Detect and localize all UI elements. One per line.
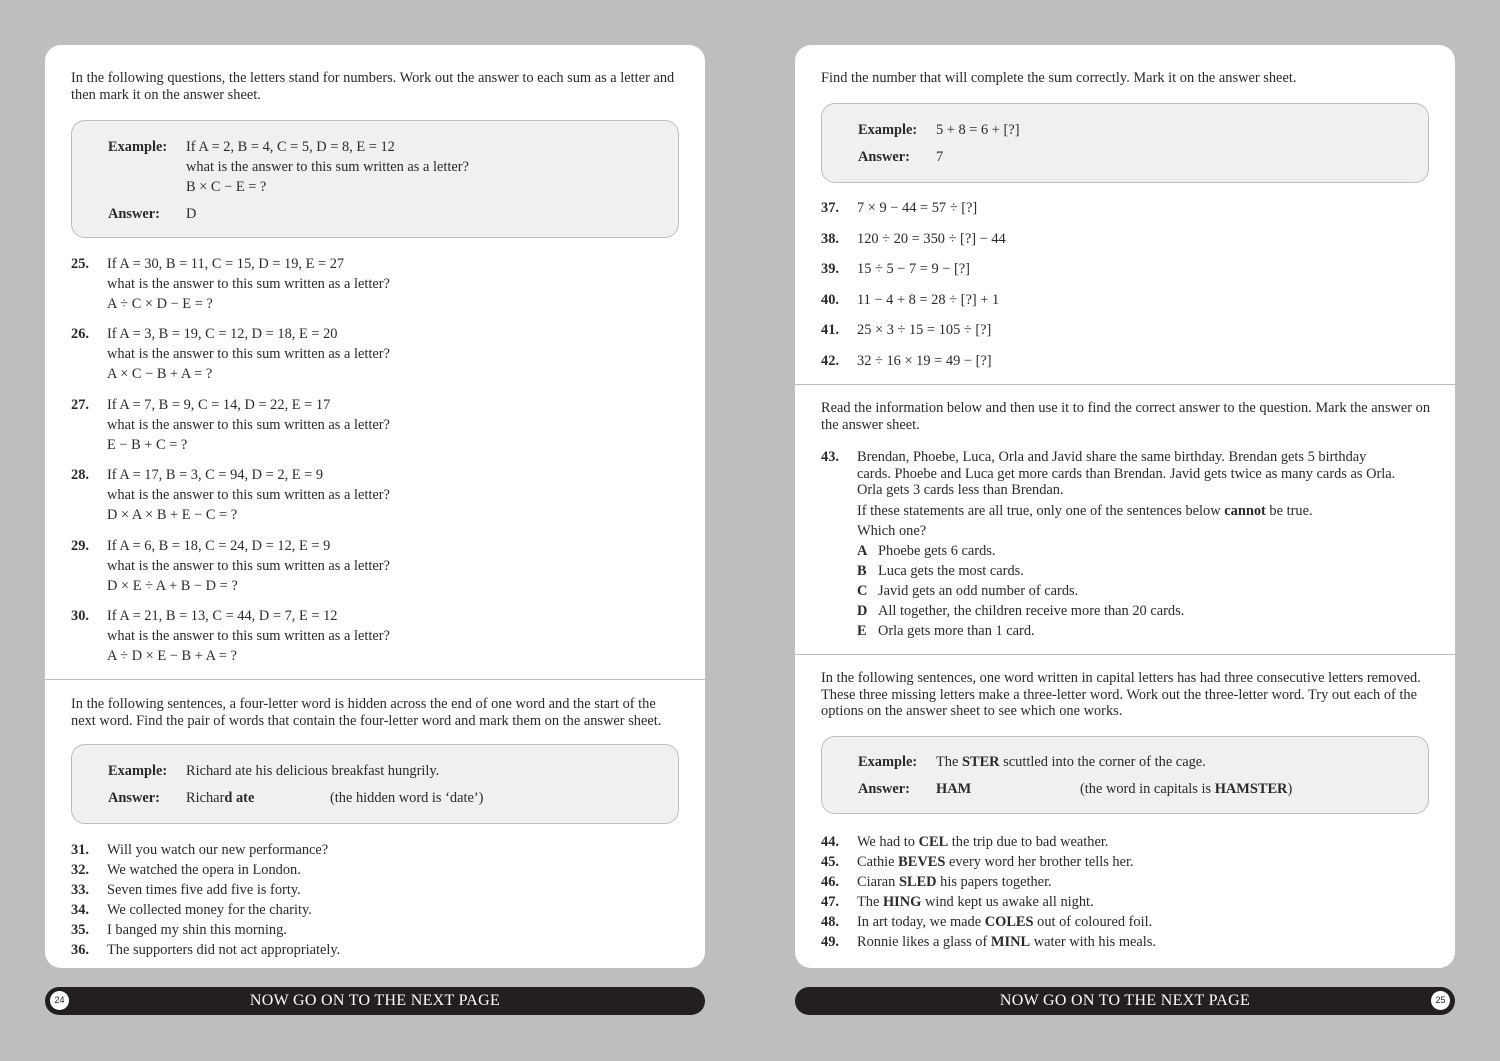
question-line: what is the answer to this sum written as a letter?: [107, 346, 390, 362]
option-letter: E: [857, 623, 867, 639]
question-text: I banged my shin this morning.: [107, 922, 287, 938]
question-number: 36.: [71, 942, 89, 958]
instructions-missing-letters: In the following sentences, one word written in capital letters has had three consecutive letters removed. These three missing letters make a three-letter word. Work out the three-letter word. Try out each of the options on the answer sheet to see which one works.: [821, 670, 1421, 719]
option-e: [857, 621, 1035, 641]
question-number: 38.: [821, 231, 839, 247]
text-before: In art today, we made: [857, 914, 985, 930]
example-answer: 7: [936, 149, 944, 165]
example-answer: [186, 788, 254, 808]
question-number: 35.: [71, 922, 89, 938]
question-number: 39.: [821, 261, 839, 277]
answer-plain: Richar: [186, 790, 225, 806]
answer-label: Answer:: [858, 149, 910, 165]
question-number: 40.: [821, 292, 839, 308]
question-number: 48.: [821, 914, 839, 930]
example-box-missing-letters: [821, 736, 1429, 814]
which-one: Which one?: [857, 523, 927, 539]
capital-word: SLED: [898, 874, 937, 890]
question-line: If A = 21, B = 13, C = 44, D = 7, E = 12: [107, 608, 338, 624]
question-number: 42.: [821, 353, 839, 369]
answer-label: Answer:: [108, 790, 160, 806]
question-line: If A = 7, B = 9, C = 14, D = 22, E = 17: [107, 397, 331, 413]
option-text: All together, the children receive more than 20 cards.: [878, 603, 1185, 619]
question-number: 44.: [821, 834, 839, 850]
question-number: 49.: [821, 934, 839, 950]
option-letter: D: [857, 603, 868, 619]
question-line: what is the answer to this sum written as a letter?: [107, 276, 390, 292]
question-line: If A = 17, B = 3, C = 94, D = 2, E = 9: [107, 467, 324, 483]
question-text: 15 ÷ 5 − 7 = 9 − [?]: [857, 261, 970, 277]
question-line: If A = 3, B = 19, C = 12, D = 18, E = 20: [107, 326, 338, 342]
option-text: Luca gets the most cards.: [878, 563, 1024, 579]
question-line: A ÷ C × D − E = ?: [107, 296, 213, 312]
example-line: what is the answer to this sum written as a letter?: [186, 159, 469, 175]
note-after: ): [1287, 781, 1293, 797]
question-text: 32 ÷ 16 × 19 = 49 − [?]: [857, 353, 992, 369]
example-sentence: [936, 752, 1206, 772]
statement-before: If these statements are all true, only one of the sentences below: [857, 503, 1225, 519]
text-before: Cathie: [857, 854, 899, 870]
text-after: the trip due to bad weather.: [948, 834, 1109, 850]
next-page-notice: NOW GO ON TO THE NEXT PAGE: [999, 992, 1251, 1009]
question-number: 29.: [71, 538, 89, 554]
answer-label: Answer:: [858, 781, 910, 797]
answer-label: Answer:: [108, 206, 160, 222]
question-number: 37.: [821, 200, 839, 216]
example-box-complete-sum: [821, 103, 1429, 183]
example-note: (the hidden word is ‘date’): [330, 790, 484, 806]
example-sum: 5 + 8 = 6 + [?]: [936, 122, 1020, 138]
page-number-badge: 25: [1431, 991, 1450, 1010]
question-line: A × C − B + A = ?: [107, 366, 213, 382]
question-line: D × E ÷ A + B − D = ?: [107, 578, 238, 594]
question-text: The supporters did not act appropriately.: [107, 942, 341, 958]
question-text: Will you watch our new performance?: [107, 842, 329, 858]
question-text: We collected money for the charity.: [107, 902, 312, 918]
question-number: 46.: [821, 874, 839, 890]
option-text: Phoebe gets 6 cards.: [878, 543, 996, 559]
question-text: 7 × 9 − 44 = 57 ÷ [?]: [857, 200, 978, 216]
example-answer: D: [186, 206, 197, 222]
example-line: B × C − E = ?: [186, 179, 267, 195]
footer-bar-left: [45, 987, 705, 1015]
option-c: [857, 581, 1078, 601]
instructions-hidden-word: In the following sentences, a four-letter word is hidden across the end of one word and the start of the next word. Find the pair of words that contain the four-letter word and mark them on the answer sheet.: [71, 696, 662, 729]
capital-word: HING: [882, 894, 922, 910]
question-text: We watched the opera in London.: [107, 862, 301, 878]
example-note: [1080, 779, 1292, 799]
question-number: 25.: [71, 256, 89, 272]
capital-word: MINL: [990, 934, 1031, 950]
option-text: Javid gets an odd number of cards.: [878, 583, 1079, 599]
question-line: Brendan, Phoebe, Luca, Orla and Javid share the same birthday. Brendan gets 5 birthday: [857, 449, 1367, 465]
capital-word: CEL: [918, 834, 949, 850]
text-before: Ciaran: [857, 874, 899, 890]
question-number: 28.: [71, 467, 89, 483]
question-line: what is the answer to this sum written as a letter?: [107, 487, 390, 503]
option-text: Orla gets more than 1 card.: [878, 623, 1035, 639]
question-number: 26.: [71, 326, 89, 342]
text-after: wind kept us awake all night.: [921, 894, 1094, 910]
question-line: what is the answer to this sum written as a letter?: [107, 558, 390, 574]
option-letter: B: [857, 563, 867, 579]
example-line: If A = 2, B = 4, C = 5, D = 8, E = 12: [186, 139, 395, 155]
answer-bold: d ate: [224, 790, 255, 806]
question-number: 34.: [71, 902, 89, 918]
example-box-letters: [71, 120, 679, 238]
footer-bar-right: [795, 987, 1455, 1015]
question-number: 31.: [71, 842, 89, 858]
right-page: [795, 45, 1455, 968]
question-number: 47.: [821, 894, 839, 910]
question-line: If A = 30, B = 11, C = 15, D = 19, E = 27: [107, 256, 345, 272]
example-label: Example:: [108, 763, 168, 779]
question-text: 25 × 3 ÷ 15 = 105 ÷ [?]: [857, 322, 992, 338]
question-number: 30.: [71, 608, 89, 624]
text-after: water with his meals.: [1030, 934, 1156, 950]
next-page-notice: NOW GO ON TO THE NEXT PAGE: [249, 992, 501, 1009]
question-line: D × A × B + E − C = ?: [107, 507, 238, 523]
example-sentence: Richard ate his delicious breakfast hungrily.: [186, 763, 440, 779]
example-box-hidden-word: [71, 744, 679, 824]
question-line: Orla gets 3 cards less than Brendan.: [857, 482, 1064, 498]
question-line: cards. Phoebe and Luca get more cards than Brendan. Javid gets twice as many cards as Orla.: [857, 465, 1396, 482]
section-divider: [795, 654, 1455, 655]
example-label: Example:: [108, 139, 168, 155]
question-number: 27.: [71, 397, 89, 413]
section-divider: [45, 679, 705, 680]
example-bold: STER: [961, 754, 1000, 770]
example-label: Example:: [858, 754, 918, 770]
option-letter: A: [857, 543, 868, 559]
text-before: Ronnie likes a glass of: [857, 934, 991, 950]
text-after: out of coloured foil.: [1033, 914, 1153, 930]
text-after: every word her brother tells her.: [945, 854, 1134, 870]
statement-after: be true.: [1265, 503, 1313, 519]
question-number: 45.: [821, 854, 839, 870]
page-number-badge: 24: [50, 991, 69, 1010]
instructions-complete-sum: Find the number that will complete the sum correctly. Mark it on the answer sheet.: [821, 70, 1297, 86]
example-before: The: [936, 754, 962, 770]
instructions-information: Read the information below and then use it to find the correct answer to the question. Mark the answer on the answer sheet.: [821, 400, 1431, 433]
question-text: 11 − 4 + 8 = 28 ÷ [?] + 1: [857, 292, 1000, 308]
left-page: [45, 45, 705, 968]
option-b: [857, 561, 1024, 581]
instructions-letters-numbers: In the following questions, the letters stand for numbers. Work out the answer to each sum as a letter and then mark it on the answer sheet.: [71, 70, 675, 103]
statement-bold: cannot: [1224, 503, 1266, 519]
section-divider: [795, 384, 1455, 385]
option-a: [857, 541, 996, 561]
option-letter: C: [857, 583, 868, 599]
text-before: We had to: [857, 834, 919, 850]
capital-word: BEVES: [898, 854, 946, 870]
capital-word: COLES: [984, 914, 1034, 930]
question-line: A ÷ D × E − B + A = ?: [107, 648, 237, 664]
note-before: (the word in capitals is: [1080, 781, 1215, 797]
question-line: what is the answer to this sum written as a letter?: [107, 628, 390, 644]
question-line: what is the answer to this sum written as a letter?: [107, 417, 390, 433]
question-line: E − B + C = ?: [107, 437, 188, 453]
question-text: 120 ÷ 20 = 350 ÷ [?] − 44: [857, 231, 1006, 247]
option-d: [857, 601, 1184, 621]
note-bold: HAMSTER: [1214, 781, 1288, 797]
question-number: 32.: [71, 862, 89, 878]
example-label: Example:: [858, 122, 918, 138]
text-after: his papers together.: [936, 874, 1052, 890]
question-number: 43.: [821, 449, 839, 465]
text-before: The: [857, 894, 883, 910]
question-text: Seven times five add five is forty.: [107, 882, 301, 898]
question-number: 41.: [821, 322, 839, 338]
example-after: scuttled into the corner of the cage.: [999, 754, 1206, 770]
question-number: 33.: [71, 882, 89, 898]
question-line: If A = 6, B = 18, C = 24, D = 12, E = 9: [107, 538, 331, 554]
example-answer: HAM: [936, 781, 972, 797]
